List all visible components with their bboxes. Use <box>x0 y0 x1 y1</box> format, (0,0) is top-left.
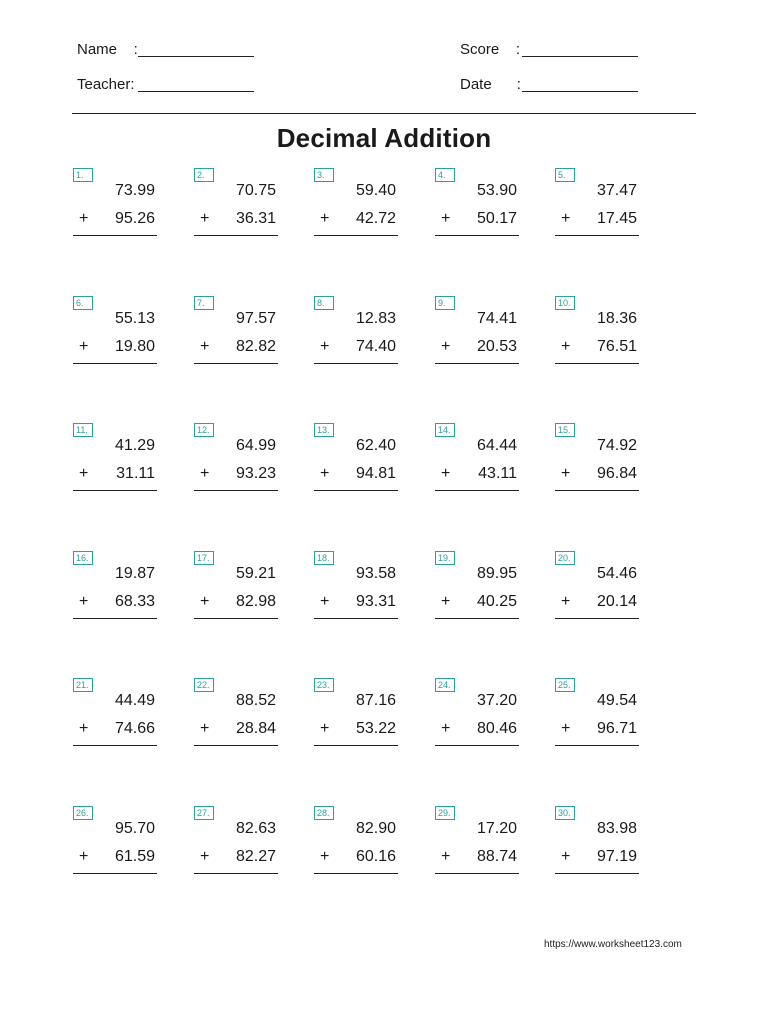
sum-line[interactable] <box>314 235 398 236</box>
addend-top: 82.90 <box>355 820 396 837</box>
addend-top: 73.99 <box>114 182 155 199</box>
plus-sign: + <box>79 848 89 865</box>
sum-line[interactable] <box>194 490 278 491</box>
sum-line[interactable] <box>73 745 157 746</box>
sum-line[interactable] <box>73 618 157 619</box>
sum-line[interactable] <box>73 363 157 364</box>
plus-sign: + <box>441 338 451 355</box>
addend-top: 53.90 <box>476 182 517 199</box>
addend-top: 37.20 <box>476 692 517 709</box>
problem-item <box>435 168 521 248</box>
addend-top: 17.20 <box>476 820 517 837</box>
sum-line[interactable] <box>73 490 157 491</box>
name-label: Name : <box>77 41 138 58</box>
plus-sign: + <box>320 720 330 737</box>
problem-number: 8. <box>314 296 334 310</box>
addend-top: 41.29 <box>114 437 155 454</box>
problem-number: 4. <box>435 168 455 182</box>
problem-item <box>314 806 400 886</box>
plus-sign: + <box>320 338 330 355</box>
sum-line[interactable] <box>314 873 398 874</box>
score-label: Score : <box>460 41 521 58</box>
sum-line[interactable] <box>314 363 398 364</box>
sum-line[interactable] <box>194 618 278 619</box>
sum-line[interactable] <box>555 618 639 619</box>
problem-number: 26. <box>73 806 93 820</box>
plus-sign: + <box>320 210 330 227</box>
problem-item <box>555 806 641 886</box>
addend-bottom: 50.17 <box>476 210 517 227</box>
problem-item <box>435 296 521 376</box>
plus-sign: + <box>441 465 451 482</box>
addend-bottom: 93.31 <box>355 593 396 610</box>
date-blank[interactable] <box>522 91 638 92</box>
problem-number: 2. <box>194 168 214 182</box>
problem-item <box>73 678 159 758</box>
addend-top: 64.44 <box>476 437 517 454</box>
addend-bottom: 96.84 <box>596 465 637 482</box>
sum-line[interactable] <box>194 873 278 874</box>
problem-number: 16. <box>73 551 93 565</box>
addend-bottom: 60.16 <box>355 848 396 865</box>
addend-top: 55.13 <box>114 310 155 327</box>
addend-top: 95.70 <box>114 820 155 837</box>
problem-item <box>435 806 521 886</box>
addend-top: 87.16 <box>355 692 396 709</box>
addend-top: 18.36 <box>596 310 637 327</box>
problem-item <box>314 678 400 758</box>
addend-top: 44.49 <box>114 692 155 709</box>
addend-bottom: 88.74 <box>476 848 517 865</box>
problem-item <box>555 551 641 631</box>
addend-top: 82.63 <box>235 820 276 837</box>
sum-line[interactable] <box>73 873 157 874</box>
sum-line[interactable] <box>435 490 519 491</box>
problem-item <box>73 168 159 248</box>
plus-sign: + <box>441 720 451 737</box>
problem-item <box>314 168 400 248</box>
problem-number: 6. <box>73 296 93 310</box>
plus-sign: + <box>200 465 210 482</box>
addend-top: 88.52 <box>235 692 276 709</box>
sum-line[interactable] <box>555 235 639 236</box>
problem-item <box>555 423 641 503</box>
problem-item <box>73 296 159 376</box>
footer-url: https://www.worksheet123.com <box>544 939 682 950</box>
addend-top: 89.95 <box>476 565 517 582</box>
problem-number: 29. <box>435 806 455 820</box>
problem-number: 17. <box>194 551 214 565</box>
addend-bottom: 93.23 <box>235 465 276 482</box>
plus-sign: + <box>561 338 571 355</box>
date-label: Date : <box>460 76 521 93</box>
problem-item <box>73 423 159 503</box>
addend-bottom: 68.33 <box>114 593 155 610</box>
page-title: Decimal Addition <box>276 123 492 153</box>
problem-number: 13. <box>314 423 334 437</box>
problem-number: 21. <box>73 678 93 692</box>
plus-sign: + <box>561 720 571 737</box>
plus-sign: + <box>441 210 451 227</box>
problem-number: 12. <box>194 423 214 437</box>
plus-sign: + <box>79 465 89 482</box>
addend-bottom: 53.22 <box>355 720 396 737</box>
problem-number: 9. <box>435 296 455 310</box>
problem-number: 10. <box>555 296 575 310</box>
addend-bottom: 76.51 <box>596 338 637 355</box>
problem-number: 27. <box>194 806 214 820</box>
problem-number: 28. <box>314 806 334 820</box>
addend-bottom: 74.66 <box>114 720 155 737</box>
problem-number: 1. <box>73 168 93 182</box>
plus-sign: + <box>200 720 210 737</box>
plus-sign: + <box>200 338 210 355</box>
plus-sign: + <box>200 210 210 227</box>
sum-line[interactable] <box>555 490 639 491</box>
teacher-blank[interactable] <box>138 91 254 92</box>
addend-bottom: 97.19 <box>596 848 637 865</box>
problem-item <box>435 551 521 631</box>
problem-number: 14. <box>435 423 455 437</box>
addend-top: 62.40 <box>355 437 396 454</box>
plus-sign: + <box>200 848 210 865</box>
plus-sign: + <box>441 593 451 610</box>
problem-number: 3. <box>314 168 334 182</box>
addend-bottom: 42.72 <box>355 210 396 227</box>
problem-item <box>194 296 280 376</box>
addend-top: 74.41 <box>476 310 517 327</box>
problem-item <box>314 296 400 376</box>
problem-item <box>314 423 400 503</box>
addend-top: 64.99 <box>235 437 276 454</box>
problem-item <box>194 806 280 886</box>
plus-sign: + <box>320 593 330 610</box>
problem-number: 5. <box>555 168 575 182</box>
sum-line[interactable] <box>194 745 278 746</box>
sum-line[interactable] <box>435 873 519 874</box>
addend-bottom: 96.71 <box>596 720 637 737</box>
sum-line[interactable] <box>194 235 278 236</box>
addend-bottom: 31.11 <box>116 465 155 482</box>
problem-item <box>314 551 400 631</box>
problem-item <box>555 296 641 376</box>
addend-bottom: 80.46 <box>476 720 517 737</box>
addend-bottom: 61.59 <box>114 848 155 865</box>
addend-bottom: 20.53 <box>476 338 517 355</box>
problem-item <box>194 678 280 758</box>
name-blank[interactable] <box>138 56 254 57</box>
sum-line[interactable] <box>435 618 519 619</box>
problem-number: 18. <box>314 551 334 565</box>
score-blank[interactable] <box>522 56 638 57</box>
addend-bottom: 82.98 <box>235 593 276 610</box>
sum-line[interactable] <box>435 235 519 236</box>
addend-top: 59.40 <box>355 182 396 199</box>
problem-item <box>555 168 641 248</box>
addend-top: 93.58 <box>355 565 396 582</box>
problem-item <box>73 806 159 886</box>
addend-bottom: 43.11 <box>478 465 517 482</box>
plus-sign: + <box>561 465 571 482</box>
problem-number: 19. <box>435 551 455 565</box>
addend-top: 37.47 <box>596 182 637 199</box>
plus-sign: + <box>561 848 571 865</box>
sum-line[interactable] <box>555 363 639 364</box>
sum-line[interactable] <box>314 618 398 619</box>
plus-sign: + <box>561 210 571 227</box>
problem-number: 7. <box>194 296 214 310</box>
problem-item <box>435 678 521 758</box>
addend-bottom: 94.81 <box>355 465 396 482</box>
addend-top: 97.57 <box>235 310 276 327</box>
plus-sign: + <box>79 593 89 610</box>
addend-bottom: 19.80 <box>114 338 155 355</box>
addend-top: 54.46 <box>596 565 637 582</box>
plus-sign: + <box>320 848 330 865</box>
problem-item <box>194 551 280 631</box>
addend-top: 49.54 <box>596 692 637 709</box>
problem-item <box>435 423 521 503</box>
problem-number: 15. <box>555 423 575 437</box>
problem-number: 24. <box>435 678 455 692</box>
addend-top: 19.87 <box>114 565 155 582</box>
problem-number: 23. <box>314 678 334 692</box>
sum-line[interactable] <box>555 873 639 874</box>
plus-sign: + <box>320 465 330 482</box>
addend-bottom: 40.25 <box>476 593 517 610</box>
problem-number: 30. <box>555 806 575 820</box>
addend-bottom: 17.45 <box>596 210 637 227</box>
sum-line[interactable] <box>435 745 519 746</box>
addend-bottom: 82.82 <box>235 338 276 355</box>
problem-item <box>194 423 280 503</box>
problem-item <box>73 551 159 631</box>
addend-bottom: 95.26 <box>114 210 155 227</box>
addend-bottom: 36.31 <box>235 210 276 227</box>
sum-line[interactable] <box>314 490 398 491</box>
plus-sign: + <box>200 593 210 610</box>
problem-item <box>194 168 280 248</box>
header-divider <box>72 113 696 114</box>
addend-bottom: 82.27 <box>235 848 276 865</box>
problem-number: 11. <box>73 423 93 437</box>
addend-top: 12.83 <box>355 310 396 327</box>
addend-top: 83.98 <box>596 820 637 837</box>
plus-sign: + <box>79 338 89 355</box>
plus-sign: + <box>79 720 89 737</box>
sum-line[interactable] <box>73 235 157 236</box>
problem-number: 22. <box>194 678 214 692</box>
problem-number: 20. <box>555 551 575 565</box>
plus-sign: + <box>561 593 571 610</box>
sum-line[interactable] <box>435 363 519 364</box>
sum-line[interactable] <box>555 745 639 746</box>
teacher-label: Teacher: <box>77 76 135 93</box>
sum-line[interactable] <box>314 745 398 746</box>
addend-bottom: 20.14 <box>596 593 637 610</box>
addend-bottom: 74.40 <box>355 338 396 355</box>
problem-number: 25. <box>555 678 575 692</box>
addend-top: 59.21 <box>235 565 276 582</box>
plus-sign: + <box>79 210 89 227</box>
problem-item <box>555 678 641 758</box>
addend-top: 70.75 <box>235 182 276 199</box>
addend-top: 74.92 <box>596 437 637 454</box>
plus-sign: + <box>441 848 451 865</box>
addend-bottom: 28.84 <box>235 720 276 737</box>
sum-line[interactable] <box>194 363 278 364</box>
